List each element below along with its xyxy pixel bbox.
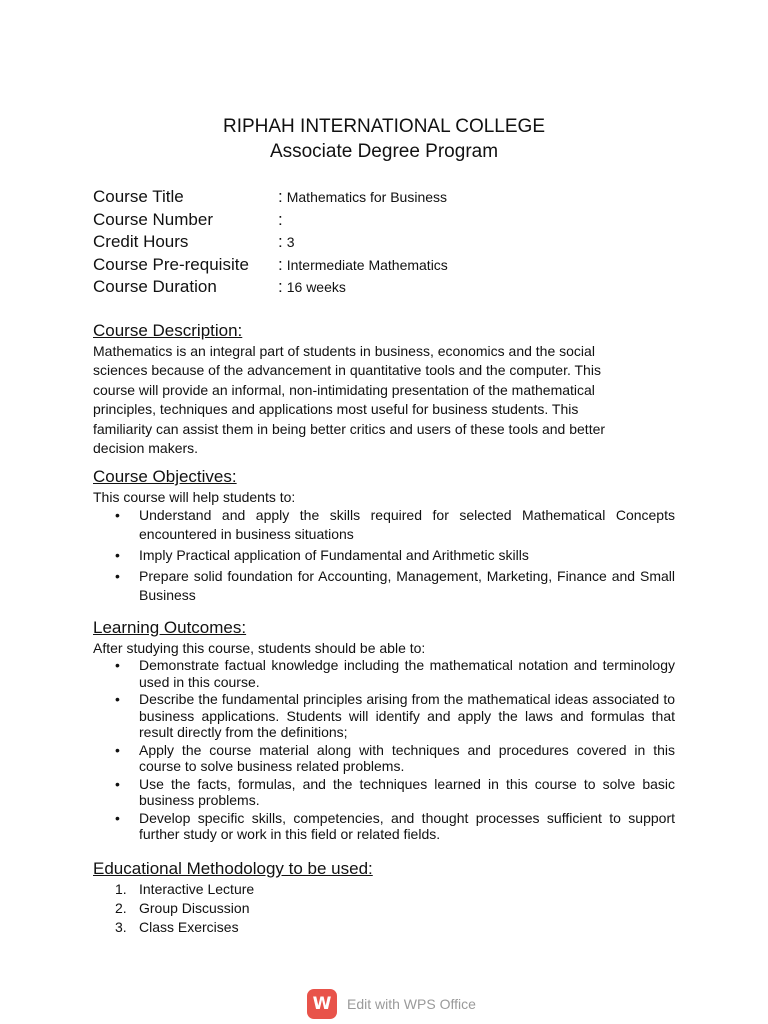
learning-outcomes-section [93, 617, 675, 844]
info-label: Course Title [93, 187, 184, 206]
section-title: Learning Outcomes: [93, 618, 247, 637]
course-info-table [93, 187, 675, 300]
paragraph-line: sciences because of the advancement in quantitative tools and the computer. This [93, 362, 601, 379]
wps-logo-icon: W [307, 989, 337, 1019]
paragraph-line: course will provide an informal, non-intimidating presentation of the mathematical [93, 381, 595, 398]
info-label: Course Number [93, 209, 213, 229]
list-text: Group Discussion [139, 900, 250, 916]
info-row-prerequisite: Course Pre-requisite : Intermediate Mathematics [93, 254, 448, 274]
college-name: RIPHAH INTERNATIONAL COLLEGE [222, 116, 545, 137]
list-item: • Use the facts, formulas, and the techniques learned in this course to solve basic business problems. [93, 776, 675, 809]
list-item: • Understand and apply the skills required for selected Mathematical Concepts encountered in business situations [93, 506, 675, 544]
list-item: • Demonstrate factual knowledge including the mathematical notation and terminology used in this course. [93, 657, 675, 690]
section-title: Course Objectives: [93, 467, 237, 486]
info-row-credit-hours: Credit Hours : 3 [93, 232, 295, 251]
info-row-title: Course Title : Mathematics for Business [93, 187, 448, 206]
outcomes-list [93, 657, 675, 843]
objectives-list [93, 506, 675, 605]
list-text: Interactive Lecture [139, 881, 255, 897]
section-title: Educational Methodology to be used: [93, 859, 373, 878]
list-item: • Prepare solid foundation for Accounting, Management, Marketing, Finance and Small Business [93, 567, 675, 605]
section-intro: This course will help students to: [93, 489, 296, 505]
info-value: 16 weeks [286, 279, 346, 295]
info-value: Intermediate Mathematics [286, 256, 448, 273]
paragraph-line: familiarity can assist them in being better critics and users of these tools and better [93, 420, 606, 437]
document-header [93, 115, 675, 165]
section-title: Course Description: [93, 321, 243, 340]
paragraph-line: principles, techniques and applications most useful for business students. This [93, 401, 579, 418]
course-objectives-section [93, 466, 675, 607]
wps-watermark[interactable] [307, 989, 476, 1019]
list-item [93, 880, 675, 899]
list-item [93, 899, 675, 918]
info-value: Mathematics for Business [286, 189, 448, 205]
info-label: Credit Hours [93, 232, 189, 251]
course-description-section [93, 320, 675, 458]
wps-edit-label: Edit with WPS Office [347, 996, 476, 1012]
paragraph-line: Mathematics is an integral part of students in business, economics and the social [93, 343, 595, 359]
list-item: • Apply the course material along with techniques and procedures covered in this course to solve business related problems. [93, 742, 675, 775]
list-item: • Describe the fundamental principles arising from the mathematical ideas associated to business applications. Students will identify and apply the laws and formulas that result directly from the definitions; [93, 691, 675, 741]
info-label: Course Pre-requisite [93, 254, 249, 274]
program-name: Associate Degree Program [269, 141, 499, 162]
section-intro: After studying this course, students should be able to: [93, 640, 426, 656]
list-item: • Develop specific skills, competencies, and thought processes sufficient to support further study or work in this field or related fields. [93, 810, 675, 843]
info-label: Course Duration [93, 277, 217, 296]
list-item: • Imply Practical application of Fundamental and Arithmetic skills [93, 546, 675, 565]
list-item [93, 918, 675, 937]
description-paragraph [93, 342, 675, 458]
info-row-duration: Course Duration : 16 weeks [93, 277, 346, 296]
list-number: 1. [115, 881, 127, 897]
info-value: 3 [286, 234, 295, 250]
info-row-number: Course Number : [93, 209, 283, 229]
list-number: 2. [115, 900, 127, 916]
methodology-list [93, 880, 675, 937]
paragraph-line: decision makers. [93, 440, 199, 457]
methodology-section [93, 858, 675, 937]
list-text: Class Exercises [139, 919, 239, 935]
list-number: 3. [115, 919, 127, 935]
